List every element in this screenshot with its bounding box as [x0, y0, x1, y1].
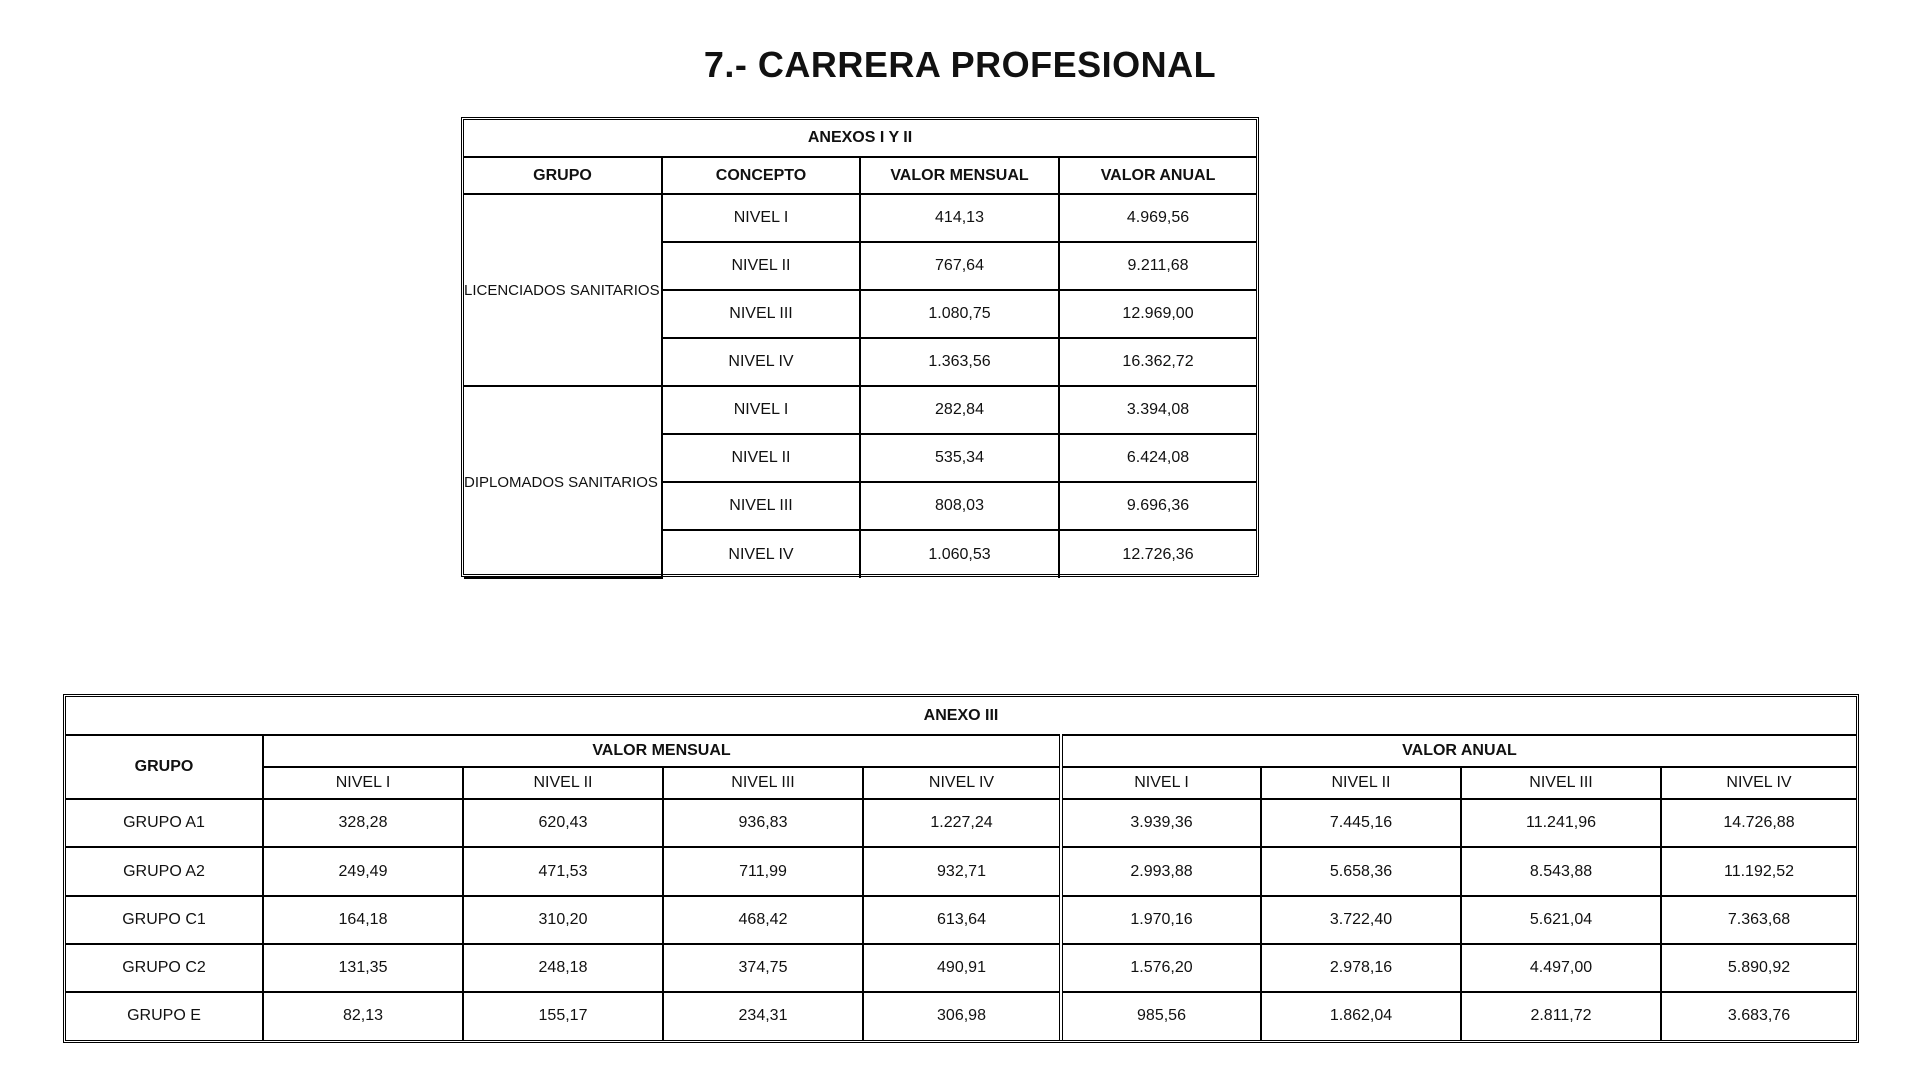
table-row: [464, 386, 1256, 434]
concepto-cell: NIVEL III: [662, 482, 860, 530]
mensual-value-cell: 471,53: [463, 847, 663, 895]
mensual-value-cell: 249,49: [263, 847, 463, 895]
anual-value-cell: 3.722,40: [1261, 896, 1461, 944]
mensual-value-cell: 711,99: [663, 847, 863, 895]
table-row: [66, 896, 1856, 944]
anual-cell: 12.726,36: [1059, 530, 1256, 578]
anual-value-cell: 985,56: [1061, 992, 1261, 1040]
mensual-value-cell: 328,28: [263, 799, 463, 847]
mensual-value-cell: 306,98: [863, 992, 1061, 1040]
anual-value-cell: 1.576,20: [1061, 944, 1261, 992]
anual-value-cell: 4.497,00: [1461, 944, 1661, 992]
anual-value-cell: 1.862,04: [1261, 992, 1461, 1040]
anual-cell: 9.211,68: [1059, 242, 1256, 290]
concepto-cell: NIVEL I: [662, 386, 860, 434]
anexo-iii-table-frame: [63, 694, 1859, 1043]
anual-value-cell: 8.543,88: [1461, 847, 1661, 895]
anual-value-cell: 5.890,92: [1661, 944, 1856, 992]
anual-value-cell: 2.993,88: [1061, 847, 1261, 895]
anual-value-cell: 2.811,72: [1461, 992, 1661, 1040]
concepto-cell: NIVEL III: [662, 290, 860, 338]
table1-header-concepto: CONCEPTO: [662, 157, 860, 194]
anual-cell: 12.969,00: [1059, 290, 1256, 338]
grupo-cell: LICENCIADOS SANITARIOS: [464, 194, 662, 386]
anual-value-cell: 5.621,04: [1461, 896, 1661, 944]
grupo-cell: GRUPO A2: [66, 847, 263, 895]
table1-header-valor-mensual: VALOR MENSUAL: [860, 157, 1059, 194]
mensual-value-cell: 932,71: [863, 847, 1061, 895]
mensual-value-cell: 374,75: [663, 944, 863, 992]
mensual-value-cell: 234,31: [663, 992, 863, 1040]
concepto-cell: NIVEL IV: [662, 338, 860, 386]
grupo-cell: GRUPO C1: [66, 896, 263, 944]
table-row: [66, 799, 1856, 847]
grupo-cell: GRUPO C2: [66, 944, 263, 992]
table2-mensual-nivel-i: NIVEL I: [263, 767, 463, 799]
table2-header-valor-mensual: VALOR MENSUAL: [263, 735, 1061, 767]
grupo-cell: GRUPO A1: [66, 799, 263, 847]
table-row: [464, 194, 1256, 242]
anexo-iii-table: [66, 697, 1856, 1040]
page-title: 7.- CARRERA PROFESIONAL: [703, 44, 1217, 85]
table2-anual-nivel-iii: NIVEL III: [1461, 767, 1661, 799]
mensual-cell: 535,34: [860, 434, 1059, 482]
anual-value-cell: 1.970,16: [1061, 896, 1261, 944]
concepto-cell: NIVEL II: [662, 434, 860, 482]
mensual-value-cell: 155,17: [463, 992, 663, 1040]
mensual-value-cell: 490,91: [863, 944, 1061, 992]
anual-value-cell: 11.241,96: [1461, 799, 1661, 847]
mensual-value-cell: 1.227,24: [863, 799, 1061, 847]
grupo-cell: DIPLOMADOS SANITARIOS: [464, 386, 662, 578]
mensual-cell: 414,13: [860, 194, 1059, 242]
table1-header-grupo: GRUPO: [464, 157, 662, 194]
table-row: [66, 944, 1856, 992]
mensual-value-cell: 613,64: [863, 896, 1061, 944]
mensual-value-cell: 468,42: [663, 896, 863, 944]
table2-mensual-nivel-iii: NIVEL III: [663, 767, 863, 799]
anual-cell: 16.362,72: [1059, 338, 1256, 386]
mensual-value-cell: 82,13: [263, 992, 463, 1040]
table-row: [66, 992, 1856, 1040]
table2-mensual-nivel-iv: NIVEL IV: [863, 767, 1061, 799]
mensual-cell: 282,84: [860, 386, 1059, 434]
mensual-value-cell: 310,20: [463, 896, 663, 944]
anual-cell: 6.424,08: [1059, 434, 1256, 482]
table2-header-valor-anual: VALOR ANUAL: [1061, 735, 1856, 767]
mensual-cell: 1.080,75: [860, 290, 1059, 338]
mensual-value-cell: 248,18: [463, 944, 663, 992]
table1-header-valor-anual: VALOR ANUAL: [1059, 157, 1256, 194]
table2-anual-nivel-i: NIVEL I: [1061, 767, 1261, 799]
concepto-cell: NIVEL II: [662, 242, 860, 290]
anexos-i-ii-table-frame: [461, 117, 1259, 577]
mensual-value-cell: 131,35: [263, 944, 463, 992]
table-row: [66, 847, 1856, 895]
anual-value-cell: 5.658,36: [1261, 847, 1461, 895]
mensual-cell: 1.060,53: [860, 530, 1059, 578]
concepto-cell: NIVEL IV: [662, 530, 860, 578]
mensual-value-cell: 620,43: [463, 799, 663, 847]
anual-value-cell: 7.363,68: [1661, 896, 1856, 944]
anual-value-cell: 3.939,36: [1061, 799, 1261, 847]
concepto-cell: NIVEL I: [662, 194, 860, 242]
anual-value-cell: 3.683,76: [1661, 992, 1856, 1040]
table1-caption: ANEXOS I Y II: [464, 120, 1256, 157]
table2-caption: ANEXO III: [66, 697, 1856, 735]
anual-cell: 4.969,56: [1059, 194, 1256, 242]
mensual-cell: 808,03: [860, 482, 1059, 530]
anual-cell: 9.696,36: [1059, 482, 1256, 530]
mensual-cell: 1.363,56: [860, 338, 1059, 386]
mensual-value-cell: 164,18: [263, 896, 463, 944]
table2-anual-nivel-iv: NIVEL IV: [1661, 767, 1856, 799]
anual-value-cell: 11.192,52: [1661, 847, 1856, 895]
anual-value-cell: 14.726,88: [1661, 799, 1856, 847]
anual-value-cell: 7.445,16: [1261, 799, 1461, 847]
anexos-i-ii-table: [464, 120, 1256, 579]
table2-mensual-nivel-ii: NIVEL II: [463, 767, 663, 799]
grupo-cell: GRUPO E: [66, 992, 263, 1040]
anual-cell: 3.394,08: [1059, 386, 1256, 434]
mensual-cell: 767,64: [860, 242, 1059, 290]
table2-anual-nivel-ii: NIVEL II: [1261, 767, 1461, 799]
table2-header-grupo: GRUPO: [66, 735, 263, 799]
mensual-value-cell: 936,83: [663, 799, 863, 847]
anual-value-cell: 2.978,16: [1261, 944, 1461, 992]
